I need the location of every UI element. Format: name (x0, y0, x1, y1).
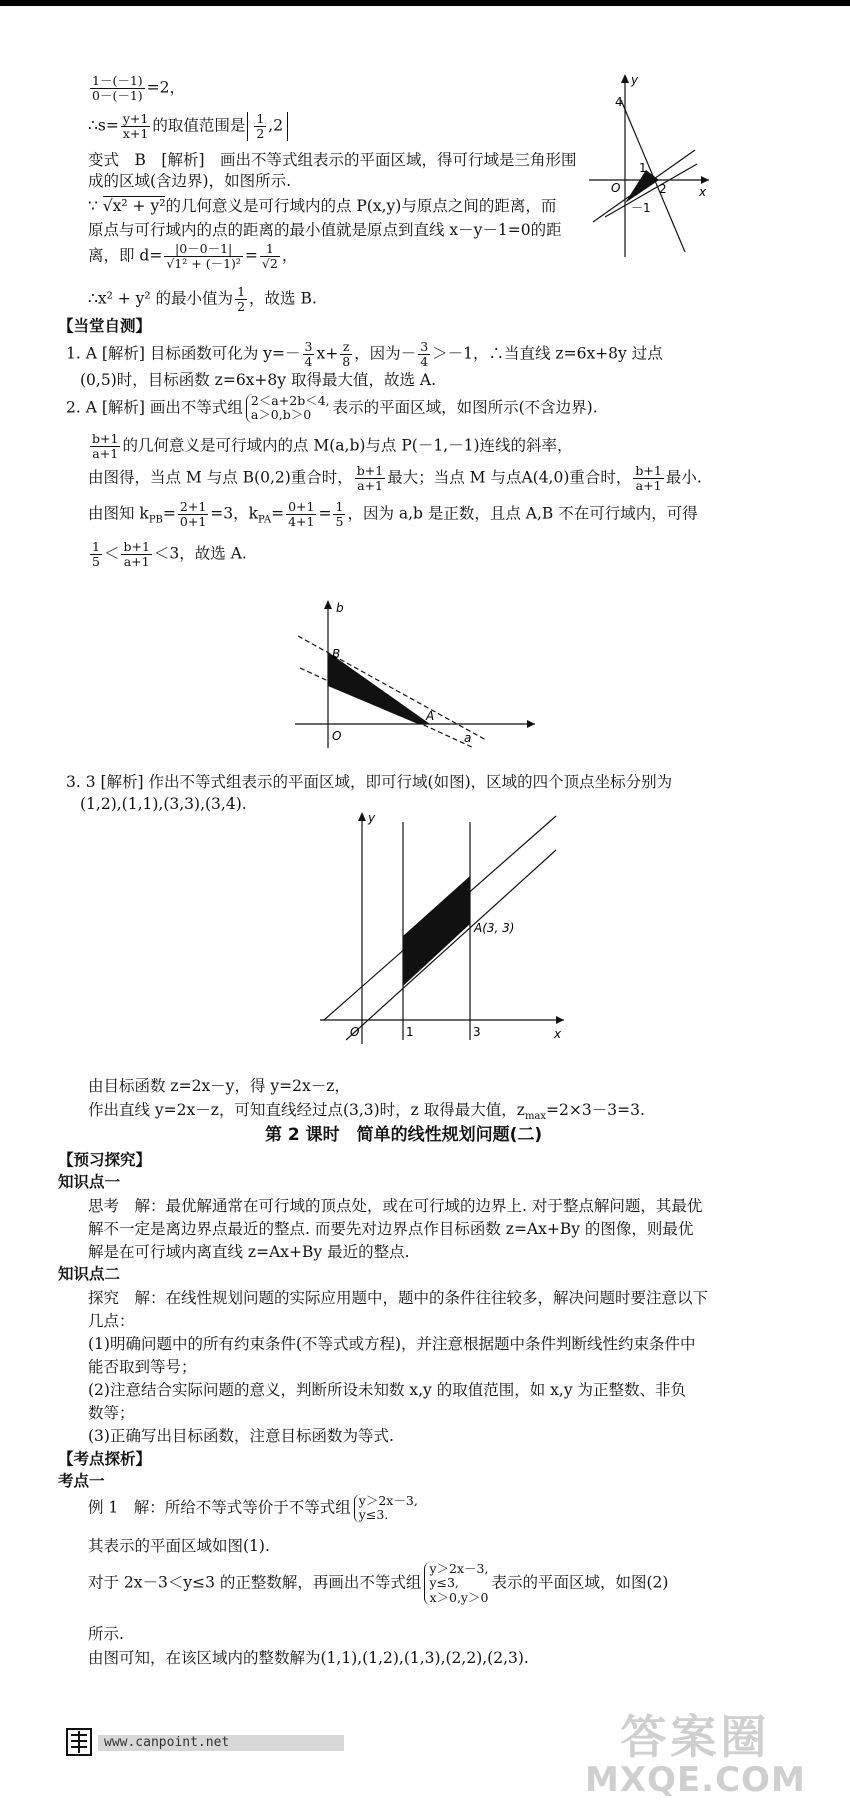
line-geo-2: 原点与可行域内的点的距离的最小值就是原点到直线 x－y－1=0的距 (88, 221, 562, 239)
tick-2: 2 (659, 182, 667, 196)
line-geo-4: ∴x² + y² 的最小值为 $\frac{1}{2}$ ，故选 B. (88, 284, 317, 314)
line-kp1a: 思考 解：最优解通常在可行域的顶点处，或在可行域的边界上. 对于整点解问题，其最优 (88, 1197, 703, 1215)
section-heading-exam: 【考点探析】 (58, 1450, 152, 1468)
line-kp1c: 解是在可行域内离直线 z=Ax+By 最近的整点. (88, 1243, 410, 1261)
line-q1a: 1. A [解析] 目标函数可化为 y=－ $\frac{3}{4}$ x+ $\frac{z}{8}$ ，因为－ $\frac{3}{4}$ ＞－1，∴当直线 z=6x+8y 过点 (66, 339, 663, 369)
line-kp2a: 探究 解：在线性规划问题的实际应用题中，题中的条件往往较多，解决问题时要注意以下 (88, 1289, 709, 1307)
point-b-label: B (332, 647, 341, 661)
figure-triangle-region (585, 72, 715, 262)
line-q2c: $\frac{b+1}{a+1}$ 的几何意义是可行域内的点 M(a,b)与点 P(－1,－1)连线的斜率， (92, 431, 573, 461)
line-kp2f: 数等； (88, 1404, 135, 1422)
book-icon (66, 1728, 92, 1756)
line-ex1d: 所示. (88, 1625, 124, 1643)
line-ex1a: 例 1 解：所给不等式等价于不等式组 y＞2x－3, y≤3. (88, 1493, 418, 1523)
exam-point-1: 考点一 (58, 1472, 105, 1490)
figure-parallelogram-region (310, 808, 570, 1048)
line-q1d: (0,5)时，目标函数 z=6x+8y 取得最大值，故选 A. (80, 371, 437, 389)
origin-label: O (611, 181, 621, 195)
knowledge-point-1: 知识点一 (58, 1173, 121, 1191)
line-q2e: 由图知 $k_{PB}=$ $\frac{2+1}{0+1}$ =3，$k_{PA}=$ $\frac{0+1}{4+1}$ = $\frac{1}{5}$ ，因为 a,b 是正数，且点 A,B 不在可行域内，可得 (88, 499, 698, 529)
line-kp2d: 能否取到等号； (88, 1358, 197, 1376)
section-heading-test: 【当堂自测】 (58, 317, 152, 335)
line-q3c: 由目标函数 z=2x－y，得 y=2x－z， (88, 1077, 350, 1095)
line-q2d: 由图得，当点 M 与点 B(0,2)重合时， $\frac{b+1}{a+1}$ 最大；当点 M 与点A(4,0)重合时， $\frac{b+1}{a+1}$ 最小. (88, 463, 702, 493)
tick-1: 1 (639, 161, 647, 175)
axis-x-label: x (554, 1027, 562, 1041)
line-q2f: $\frac{1}{5}$ ＜ $\frac{b+1}{a+1}$ ＜3，故选 A. (92, 539, 247, 569)
tick-3: 3 (473, 1025, 481, 1039)
line-kp2b: 几点： (88, 1312, 135, 1330)
line-q3d: 作出直线 y=2x－z，可知直线经过点(3,3)时，z 取得最大值，$z_{max}=2\times 3-3=3$. (88, 1101, 645, 1123)
line-q3a: 3. 3 [解析] 作出不等式组表示的平面区域，即可行域(如图)，区域的四个顶点坐标分别为 (66, 773, 673, 791)
axis-y-label: y (631, 73, 639, 87)
line-ex1b: 其表示的平面区域如图(1). (88, 1537, 270, 1555)
line-q3b: (1,2),(1,1),(3,3),(3,4). (80, 795, 247, 813)
line-ex1e: 由图可知，在该区域内的整数解为(1,1),(1,2),(1,3),(2,2),(2,3). (88, 1649, 529, 1667)
line-s-range: ∴s= $\frac{y+1}{x+1}$ 的取值范围是 $\frac{1}{2}$ ,2 (88, 112, 290, 141)
axis-x-label: x (699, 185, 707, 199)
origin-label: O (350, 1025, 360, 1039)
axis-a-label: a (464, 731, 472, 745)
tick-neg1: －1 (631, 201, 651, 215)
watermark-logo: 答案圈 MXQE.COM (585, 1710, 806, 1800)
section-heading-preview: 【预习探究】 (58, 1151, 152, 1169)
line-ex1c: 对于 2x－3＜y≤3 的正整数解，再画出不等式组 y＞2x－3, y≤3, x＞0,y＞0 表示的平面区域，如图(2) (88, 1561, 669, 1605)
line-variant-b: 变式 B [解析] 画出不等式组表示的平面区域，得可行域是三角形围 (88, 151, 577, 169)
axis-y-label: y (368, 811, 376, 825)
point-a-label: A(3, 3) (474, 921, 515, 935)
figure-band-region (290, 600, 540, 750)
line-top-fraction: $\frac{1-(-1)}{0-(-1)}$ =2， (92, 73, 186, 103)
lesson-title: 第 2 课时 简单的线性规划问题(二) (265, 1125, 543, 1145)
tick-1: 1 (406, 1025, 414, 1039)
line-kp2c: (1)明确问题中的所有约束条件(不等式或方程)，并注意根据题中条件判断线性约束条件中 (88, 1335, 696, 1353)
footer-url[interactable]: www.canpoint.net (98, 1735, 344, 1751)
top-border (0, 0, 850, 6)
line-kp2g: (3)正确写出目标函数，注意目标函数为等式. (88, 1427, 394, 1445)
line-geo-3: 离，即 d= $\frac{|0-0-1|}{\text{√1² + (－1)²}}$ = $\frac{1}{√2}$ ， (88, 241, 298, 271)
axis-b-label: b (336, 601, 344, 615)
origin-label: O (332, 729, 342, 743)
line-variant-b2: 成的区域(含边界)，如图所示. (88, 172, 292, 190)
point-a-label: A (426, 709, 435, 723)
tick-4: 4 (615, 95, 623, 109)
line-q2a: 2. A [解析] 画出不等式组 2＜a+2b＜4, a＞0,b＞0 表示的平面区域，如图所示(不含边界). (66, 393, 598, 423)
line-kp1b: 解不一定是离边界点最近的整点. 而要先对边界点作目标函数 z=Ax+By 的图像，则最优 (88, 1220, 694, 1238)
knowledge-point-2: 知识点二 (58, 1265, 121, 1283)
line-kp2e: (2)注意结合实际问题的意义，判断所设未知数 x,y 的取值范围，如 x,y 为正整数、非负 (88, 1381, 687, 1399)
line-geo-1: ∵ √x² + y²的几何意义是可行域内的点 P(x,y)与原点之间的距离，而 (88, 197, 557, 215)
